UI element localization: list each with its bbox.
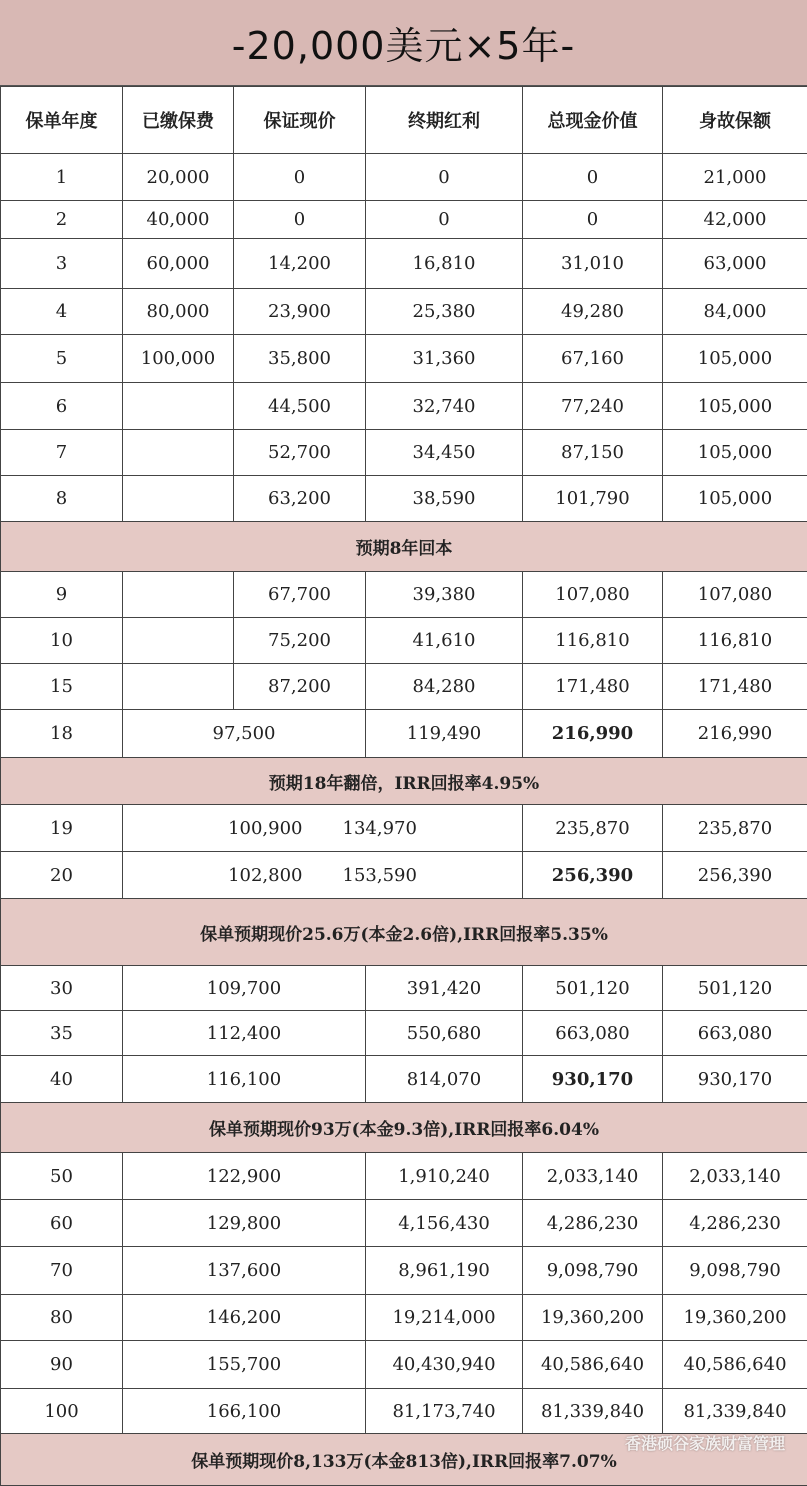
cell: 19,214,000: [366, 1295, 523, 1341]
cell: 256,390: [663, 852, 807, 899]
cell: 100,000: [123, 335, 234, 383]
cell: 107,080: [523, 572, 663, 618]
cell: 129,800: [123, 1200, 366, 1247]
cell: 77,240: [523, 383, 663, 430]
cell: 19,360,200: [663, 1295, 807, 1341]
cell: 16,810: [366, 239, 523, 289]
cell: 107,080: [663, 572, 807, 618]
cell: 105,000: [663, 476, 807, 522]
cell: 100,900: [228, 818, 302, 839]
cell: 81,173,740: [366, 1389, 523, 1434]
cell: 105,000: [663, 383, 807, 430]
cell: 4,156,430: [366, 1200, 523, 1247]
cell: 171,480: [663, 664, 807, 710]
cell: 153,590: [343, 865, 417, 886]
cell: 20,000: [123, 154, 234, 201]
cell: 41,610: [366, 618, 523, 664]
cell: 31,010: [523, 239, 663, 289]
cell: 116,810: [523, 618, 663, 664]
cell: 63,200: [234, 476, 366, 522]
cell: 501,120: [523, 966, 663, 1011]
banner-row: [1, 758, 807, 805]
cell: 67,160: [523, 335, 663, 383]
cell-highlight: 930,170: [523, 1056, 663, 1103]
banner-year100: 保单预期现价8,133万(本金813倍),IRR回报率7.07%: [1, 1434, 807, 1486]
table-row: [1, 966, 807, 1011]
table-row: [1, 476, 807, 522]
header-guaranteed-cash-value: 保证现价: [234, 87, 366, 154]
table-row: [1, 618, 807, 664]
cell: 166,100: [123, 1389, 366, 1434]
cell: 5: [1, 335, 123, 383]
cell: 2,033,140: [663, 1153, 807, 1200]
cell: 100: [1, 1389, 123, 1434]
cell: 4,286,230: [663, 1200, 807, 1247]
cell: 30: [1, 966, 123, 1011]
cell: 60,000: [123, 239, 234, 289]
cell: 52,700: [234, 430, 366, 476]
cell: 40,430,940: [366, 1341, 523, 1389]
cell: 84,280: [366, 664, 523, 710]
cell: 31,360: [366, 335, 523, 383]
cell: 122,900: [123, 1153, 366, 1200]
table-row: [1, 383, 807, 430]
cell: 90: [1, 1341, 123, 1389]
cell: 0: [234, 154, 366, 201]
cell: [123, 664, 234, 710]
table-row: [1, 335, 807, 383]
banner-doubling: 预期18年翻倍，IRR回报率4.95%: [1, 758, 807, 805]
header-premium-paid: 已缴保费: [123, 87, 234, 154]
cell: 0: [234, 201, 366, 239]
cell: 930,170: [663, 1056, 807, 1103]
cell: 4,286,230: [523, 1200, 663, 1247]
cell: 137,600: [123, 1247, 366, 1295]
cell: 87,200: [234, 664, 366, 710]
cell: 34,450: [366, 430, 523, 476]
header-death-benefit: 身故保额: [663, 87, 807, 154]
cell: 50: [1, 1153, 123, 1200]
cell: 0: [366, 154, 523, 201]
cell: 155,700: [123, 1341, 366, 1389]
cell: 81,339,840: [663, 1389, 807, 1434]
cell: 112,400: [123, 1011, 366, 1056]
cell: 10: [1, 618, 123, 664]
cell: 171,480: [523, 664, 663, 710]
table-row: [1, 1056, 807, 1103]
cell: 550,680: [366, 1011, 523, 1056]
banner-row: [1, 899, 807, 966]
cell: 146,200: [123, 1295, 366, 1341]
table-row: [1, 664, 807, 710]
cell: 216,990: [663, 710, 807, 758]
cell-highlight: 216,990: [523, 710, 663, 758]
cell: 663,080: [663, 1011, 807, 1056]
table-row: [1, 201, 807, 239]
cell: 38,590: [366, 476, 523, 522]
table-row: [1, 1247, 807, 1295]
cell: 20: [1, 852, 123, 899]
cell: 3: [1, 239, 123, 289]
cell: 663,080: [523, 1011, 663, 1056]
cell: [123, 383, 234, 430]
cell: 32,740: [366, 383, 523, 430]
cell: 15: [1, 664, 123, 710]
watermark-text: 香港硕谷家族财富管理: [625, 1431, 785, 1454]
cell: 87,150: [523, 430, 663, 476]
banner-year20: 保单预期现价25.6万(本金2.6倍),IRR回报率5.35%: [1, 899, 807, 966]
cell: 23,900: [234, 289, 366, 335]
cell: 14,200: [234, 239, 366, 289]
cell: 1,910,240: [366, 1153, 523, 1200]
cell: 40,586,640: [523, 1341, 663, 1389]
table-row: [1, 572, 807, 618]
cell: 501,120: [663, 966, 807, 1011]
table-row: [1, 154, 807, 201]
table-row: [1, 1295, 807, 1341]
cell: 0: [366, 201, 523, 239]
cell: 235,870: [523, 805, 663, 852]
cell: 2,033,140: [523, 1153, 663, 1200]
table-row: [1, 805, 807, 852]
cell: [123, 618, 234, 664]
table-row: [1, 289, 807, 335]
cell: 119,490: [366, 710, 523, 758]
cell: 19,360,200: [523, 1295, 663, 1341]
cell: 105,000: [663, 335, 807, 383]
cell: 116,810: [663, 618, 807, 664]
cell: 2: [1, 201, 123, 239]
table-header-row: [1, 87, 807, 154]
cell: 814,070: [366, 1056, 523, 1103]
cell: 35,800: [234, 335, 366, 383]
cell: 9,098,790: [663, 1247, 807, 1295]
cell: 391,420: [366, 966, 523, 1011]
cell: 81,339,840: [523, 1389, 663, 1434]
cell: 63,000: [663, 239, 807, 289]
cell: 101,790: [523, 476, 663, 522]
cell-pair: [123, 805, 523, 852]
cell: 39,380: [366, 572, 523, 618]
cell: 1: [1, 154, 123, 201]
banner-row: [1, 522, 807, 572]
cell: 67,700: [234, 572, 366, 618]
banner-breakeven: 预期8年回本: [1, 522, 807, 572]
table-row: [1, 1153, 807, 1200]
cell: 49,280: [523, 289, 663, 335]
cell: 6: [1, 383, 123, 430]
table-row: [1, 1341, 807, 1389]
table-row: [1, 710, 807, 758]
cell: 25,380: [366, 289, 523, 335]
header-terminal-bonus: 终期红利: [366, 87, 523, 154]
cell: 105,000: [663, 430, 807, 476]
header-policy-year: 保单年度: [1, 87, 123, 154]
cell: [123, 430, 234, 476]
cell: 0: [523, 201, 663, 239]
cell: 4: [1, 289, 123, 335]
banner-row: [1, 1103, 807, 1153]
table-row: [1, 1011, 807, 1056]
cell: 235,870: [663, 805, 807, 852]
cell: 97,500: [123, 710, 366, 758]
cell: 75,200: [234, 618, 366, 664]
cell: 80,000: [123, 289, 234, 335]
cell: 19: [1, 805, 123, 852]
cell: 21,000: [663, 154, 807, 201]
table-row: [1, 1389, 807, 1434]
cell: 80: [1, 1295, 123, 1341]
table-row: [1, 430, 807, 476]
cell: 42,000: [663, 201, 807, 239]
table-row: [1, 239, 807, 289]
cell: [123, 476, 234, 522]
cell: 102,800: [228, 865, 302, 886]
cell: 60: [1, 1200, 123, 1247]
cell: 9: [1, 572, 123, 618]
cell: 40: [1, 1056, 123, 1103]
cell: 84,000: [663, 289, 807, 335]
cell: 44,500: [234, 383, 366, 430]
cell: 18: [1, 710, 123, 758]
cell: 116,100: [123, 1056, 366, 1103]
cell: 35: [1, 1011, 123, 1056]
cell: 70: [1, 1247, 123, 1295]
cell: 109,700: [123, 966, 366, 1011]
page-title: -20,000美元×5年-: [0, 0, 807, 86]
cell-highlight: 256,390: [523, 852, 663, 899]
cell: 40,586,640: [663, 1341, 807, 1389]
cell: [123, 572, 234, 618]
header-total-cash-value: 总现金价值: [523, 87, 663, 154]
cell: 9,098,790: [523, 1247, 663, 1295]
table-row: [1, 852, 807, 899]
policy-value-table: [0, 86, 807, 1486]
cell: 0: [523, 154, 663, 201]
cell: 7: [1, 430, 123, 476]
cell: 134,970: [343, 818, 417, 839]
cell: 40,000: [123, 201, 234, 239]
cell: 8: [1, 476, 123, 522]
table-row: [1, 1200, 807, 1247]
cell-pair: [123, 852, 523, 899]
banner-year40: 保单预期现价93万(本金9.3倍),IRR回报率6.04%: [1, 1103, 807, 1153]
cell: 8,961,190: [366, 1247, 523, 1295]
